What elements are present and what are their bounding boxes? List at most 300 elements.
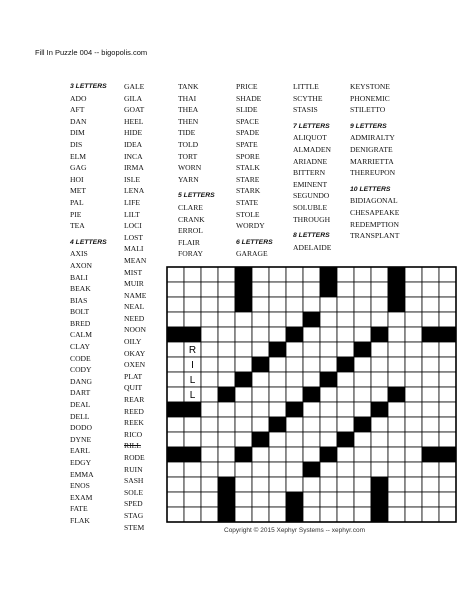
word-entry: LOST <box>124 232 143 242</box>
grid-cell[interactable] <box>269 327 286 342</box>
grid-cell[interactable] <box>439 432 456 447</box>
grid-cell[interactable] <box>167 432 184 447</box>
word-entry: STARK <box>236 186 261 196</box>
word-entry: AXIS <box>70 249 88 259</box>
word-entry: WORN <box>178 163 202 173</box>
grid-cell[interactable] <box>439 417 456 432</box>
grid-cell[interactable] <box>286 417 303 432</box>
grid-cell[interactable] <box>354 327 371 342</box>
grid-cell[interactable] <box>201 342 218 357</box>
grid-cell[interactable] <box>337 462 354 477</box>
grid-cell[interactable] <box>337 312 354 327</box>
word-entry: THEN <box>178 116 199 126</box>
grid-cell[interactable] <box>388 432 405 447</box>
word-entry: LOCI <box>124 221 142 231</box>
grid-cell[interactable] <box>354 357 371 372</box>
grid-cell[interactable] <box>405 432 422 447</box>
grid-cell[interactable] <box>235 492 252 507</box>
grid-cell[interactable] <box>218 372 235 387</box>
grid-cell[interactable] <box>405 477 422 492</box>
word-entry: CLAY <box>70 342 90 352</box>
word-length-heading: 4 LETTERS <box>70 238 107 246</box>
grid-cell[interactable] <box>252 372 269 387</box>
grid-cell[interactable] <box>320 492 337 507</box>
grid-cell[interactable] <box>218 297 235 312</box>
grid-cell[interactable] <box>354 312 371 327</box>
grid-cell[interactable] <box>371 312 388 327</box>
word-entry: DEAL <box>70 400 91 410</box>
grid-cell[interactable] <box>252 462 269 477</box>
grid-cell[interactable] <box>269 357 286 372</box>
grid-cell[interactable] <box>252 282 269 297</box>
grid-cell[interactable] <box>371 447 388 462</box>
grid-cell[interactable] <box>252 447 269 462</box>
word-entry: PLAT <box>124 371 143 381</box>
grid-cell[interactable] <box>371 432 388 447</box>
black-cell <box>320 372 337 387</box>
grid-cell[interactable] <box>439 507 456 522</box>
word-entry: HIDE <box>124 128 143 138</box>
grid-cell[interactable] <box>252 402 269 417</box>
grid-cell[interactable] <box>439 492 456 507</box>
grid-cell[interactable] <box>184 312 201 327</box>
grid-cell[interactable] <box>252 507 269 522</box>
grid-cell[interactable] <box>218 357 235 372</box>
grid-cell[interactable] <box>422 372 439 387</box>
word-entry: TORT <box>178 151 198 161</box>
grid-cell[interactable] <box>252 327 269 342</box>
grid-cell[interactable] <box>337 477 354 492</box>
grid-cell[interactable] <box>235 462 252 477</box>
grid-cell[interactable] <box>201 357 218 372</box>
grid-cell[interactable] <box>371 357 388 372</box>
grid-cell[interactable] <box>167 372 184 387</box>
grid-cell[interactable] <box>388 462 405 477</box>
grid-cell[interactable] <box>405 372 422 387</box>
grid-cell[interactable] <box>354 402 371 417</box>
grid-cell[interactable] <box>422 357 439 372</box>
grid-cell[interactable] <box>354 297 371 312</box>
grid-cell[interactable] <box>218 402 235 417</box>
black-cell <box>354 417 371 432</box>
grid-cell[interactable] <box>388 507 405 522</box>
grid-cell[interactable] <box>303 282 320 297</box>
word-length-heading: 3 LETTERS <box>70 83 107 90</box>
grid-cell[interactable] <box>388 372 405 387</box>
grid-cell[interactable] <box>303 492 320 507</box>
grid-cell[interactable] <box>218 342 235 357</box>
grid-cell[interactable] <box>184 477 201 492</box>
word-entry: IRMA <box>124 163 144 173</box>
grid-cell[interactable] <box>405 417 422 432</box>
black-cell <box>286 402 303 417</box>
grid-cell[interactable] <box>252 492 269 507</box>
grid-cell[interactable] <box>269 507 286 522</box>
grid-cell[interactable] <box>286 342 303 357</box>
word-entry: SPORE <box>236 151 260 161</box>
black-cell <box>439 327 456 342</box>
grid-cell[interactable] <box>320 432 337 447</box>
grid-cell[interactable] <box>320 297 337 312</box>
grid-cell[interactable] <box>354 462 371 477</box>
grid-cell[interactable] <box>320 477 337 492</box>
word-list-column-6 <box>350 81 399 242</box>
grid-cell[interactable] <box>269 267 286 282</box>
grid-cell[interactable] <box>201 492 218 507</box>
grid-cell[interactable] <box>252 312 269 327</box>
grid-cell[interactable] <box>439 357 456 372</box>
grid-cell[interactable] <box>320 387 337 402</box>
word-entry: RODE <box>124 453 145 462</box>
grid-cell[interactable] <box>439 297 456 312</box>
word-entry-used: RILL <box>124 441 141 451</box>
grid-cell[interactable] <box>371 342 388 357</box>
grid-cell[interactable] <box>422 342 439 357</box>
word-length-heading: 6 LETTERS <box>236 238 273 246</box>
grid-cell[interactable] <box>422 267 439 282</box>
grid-cell[interactable] <box>422 297 439 312</box>
grid-cell[interactable] <box>439 312 456 327</box>
grid-cell[interactable] <box>422 387 439 402</box>
grid-cell[interactable] <box>388 417 405 432</box>
grid-cell[interactable] <box>167 417 184 432</box>
grid-cell[interactable] <box>337 342 354 357</box>
grid-cell[interactable] <box>422 312 439 327</box>
grid-cell[interactable] <box>167 387 184 402</box>
grid-cell[interactable] <box>201 477 218 492</box>
grid-cell[interactable] <box>218 417 235 432</box>
black-cell <box>371 492 388 507</box>
grid-cell[interactable] <box>439 372 456 387</box>
word-entry: THEREUPON <box>350 168 396 178</box>
grid-cell[interactable] <box>252 297 269 312</box>
grid-cell[interactable] <box>303 267 320 282</box>
grid-cell[interactable] <box>269 477 286 492</box>
grid-cell[interactable] <box>422 282 439 297</box>
grid-cell[interactable] <box>337 417 354 432</box>
grid-cell[interactable] <box>388 327 405 342</box>
grid-cell[interactable] <box>354 387 371 402</box>
grid-cell[interactable] <box>303 327 320 342</box>
grid-cell[interactable] <box>303 402 320 417</box>
grid-cell[interactable] <box>320 327 337 342</box>
grid-cell[interactable] <box>405 462 422 477</box>
word-entry: STEM <box>124 522 145 532</box>
grid-cell[interactable] <box>269 312 286 327</box>
grid-cell[interactable] <box>167 267 184 282</box>
word-length-heading: 9 LETTERS <box>350 122 387 130</box>
grid-cell[interactable] <box>354 477 371 492</box>
grid-cell[interactable] <box>235 312 252 327</box>
grid-cell[interactable] <box>439 282 456 297</box>
grid-cell[interactable] <box>303 357 320 372</box>
word-entry: REED <box>124 406 144 416</box>
grid-cell[interactable] <box>167 357 184 372</box>
grid-cell[interactable] <box>405 447 422 462</box>
grid-cell[interactable] <box>405 402 422 417</box>
grid-cell[interactable] <box>337 282 354 297</box>
grid-cell[interactable] <box>320 462 337 477</box>
grid-cell[interactable] <box>286 357 303 372</box>
grid-cell[interactable] <box>184 282 201 297</box>
grid-cell[interactable] <box>286 267 303 282</box>
word-entry: MUIR <box>124 279 144 289</box>
grid-cell[interactable] <box>388 312 405 327</box>
grid-cell[interactable] <box>286 462 303 477</box>
grid-cell[interactable] <box>337 507 354 522</box>
grid-cell[interactable] <box>405 267 422 282</box>
word-entry: DIM <box>70 128 85 138</box>
grid-cell[interactable] <box>303 297 320 312</box>
grid-cell[interactable] <box>371 387 388 402</box>
grid-cell[interactable] <box>371 417 388 432</box>
word-entry: LILT <box>124 209 140 219</box>
grid-cell[interactable] <box>218 282 235 297</box>
grid-cell[interactable] <box>422 417 439 432</box>
grid-cell[interactable] <box>201 387 218 402</box>
grid-cell[interactable] <box>252 417 269 432</box>
black-cell <box>439 447 456 462</box>
grid-cell[interactable] <box>371 462 388 477</box>
grid-cell[interactable] <box>439 462 456 477</box>
grid-cell[interactable] <box>405 342 422 357</box>
grid-cell[interactable] <box>184 507 201 522</box>
grid-cell[interactable] <box>354 372 371 387</box>
word-entry: ADELAIDE <box>293 242 332 252</box>
grid-cell[interactable] <box>354 282 371 297</box>
word-entry: EDGY <box>70 458 92 467</box>
grid-cell[interactable] <box>167 282 184 297</box>
grid-cell[interactable] <box>201 507 218 522</box>
grid-cell[interactable] <box>388 357 405 372</box>
grid-cell[interactable] <box>320 342 337 357</box>
grid-cell[interactable] <box>167 342 184 357</box>
grid-cell[interactable] <box>422 507 439 522</box>
grid-cell[interactable] <box>371 372 388 387</box>
grid-cell[interactable] <box>286 312 303 327</box>
grid-cell[interactable] <box>286 387 303 402</box>
grid-cell[interactable] <box>354 267 371 282</box>
grid-cell[interactable] <box>337 372 354 387</box>
grid-cell[interactable] <box>371 282 388 297</box>
grid-cell[interactable] <box>235 402 252 417</box>
grid-cell[interactable] <box>354 447 371 462</box>
black-cell <box>218 477 235 492</box>
grid-cell[interactable] <box>218 462 235 477</box>
grid-cell[interactable] <box>167 297 184 312</box>
grid-cell[interactable] <box>337 402 354 417</box>
grid-cell[interactable] <box>286 297 303 312</box>
grid-cell[interactable] <box>218 267 235 282</box>
grid-cell[interactable] <box>201 312 218 327</box>
grid-cell[interactable] <box>354 492 371 507</box>
grid-cell[interactable] <box>269 297 286 312</box>
black-cell <box>422 447 439 462</box>
grid-cell[interactable] <box>184 432 201 447</box>
grid-cell[interactable] <box>201 327 218 342</box>
word-entry: REEK <box>124 418 144 428</box>
grid-cell[interactable] <box>388 492 405 507</box>
grid-cell[interactable] <box>354 432 371 447</box>
grid-cell[interactable] <box>201 432 218 447</box>
word-entry: BIDIAGONAL <box>350 196 398 206</box>
grid-cell[interactable] <box>405 507 422 522</box>
black-cell <box>218 387 235 402</box>
grid-cell[interactable] <box>422 432 439 447</box>
grid-cell[interactable] <box>201 267 218 282</box>
grid-cell[interactable] <box>269 282 286 297</box>
grid-cell[interactable] <box>337 297 354 312</box>
grid-cell[interactable] <box>303 507 320 522</box>
grid-cell[interactable] <box>184 417 201 432</box>
grid-cell[interactable] <box>439 477 456 492</box>
grid-cell[interactable] <box>235 357 252 372</box>
grid-cell[interactable] <box>201 372 218 387</box>
grid-cell[interactable] <box>422 477 439 492</box>
grid-cell[interactable] <box>371 297 388 312</box>
word-entry: CHESAPEAKE <box>350 207 400 217</box>
grid-cell[interactable] <box>201 462 218 477</box>
word-entry: THEA <box>178 105 199 115</box>
grid-cell[interactable] <box>371 267 388 282</box>
grid-cell[interactable] <box>184 462 201 477</box>
grid-cell[interactable] <box>337 267 354 282</box>
grid-cell[interactable] <box>252 342 269 357</box>
grid-cell[interactable] <box>184 267 201 282</box>
grid-cell[interactable] <box>218 327 235 342</box>
grid-cell[interactable] <box>439 267 456 282</box>
word-entry: WORDY <box>236 221 265 231</box>
grid-cell[interactable] <box>184 297 201 312</box>
grid-cell[interactable] <box>422 462 439 477</box>
word-entry: DENIGRATE <box>350 144 393 154</box>
grid-cell[interactable] <box>235 432 252 447</box>
grid-cell[interactable] <box>286 432 303 447</box>
grid-cell[interactable] <box>201 282 218 297</box>
grid-cell[interactable] <box>405 492 422 507</box>
grid-cell[interactable] <box>405 387 422 402</box>
grid-cell[interactable] <box>388 342 405 357</box>
grid-cell[interactable] <box>405 357 422 372</box>
word-entry: CODE <box>70 353 91 363</box>
grid-cell[interactable] <box>269 402 286 417</box>
grid-cell[interactable] <box>218 447 235 462</box>
grid-cell[interactable] <box>337 447 354 462</box>
grid-cell[interactable] <box>184 492 201 507</box>
word-list-column-5 <box>293 81 331 253</box>
grid-cell[interactable] <box>235 342 252 357</box>
word-entry: IDEA <box>124 139 143 149</box>
grid-cell[interactable] <box>405 312 422 327</box>
grid-cell[interactable] <box>269 432 286 447</box>
word-entry: KEYSTONE <box>350 82 390 91</box>
grid-cell[interactable] <box>422 492 439 507</box>
black-cell <box>286 492 303 507</box>
grid-cell[interactable] <box>235 387 252 402</box>
grid-cell[interactable] <box>218 312 235 327</box>
word-length-heading: 7 LETTERS <box>293 122 330 130</box>
word-entry: PAL <box>70 197 84 207</box>
grid-cell[interactable] <box>388 402 405 417</box>
grid-cell[interactable] <box>303 477 320 492</box>
grid-cell[interactable] <box>269 462 286 477</box>
grid-cell[interactable] <box>303 342 320 357</box>
black-cell <box>320 447 337 462</box>
word-entry: THAI <box>178 93 197 103</box>
grid-cell[interactable] <box>405 297 422 312</box>
word-entry: SPATE <box>236 139 258 149</box>
grid-cell[interactable] <box>439 402 456 417</box>
grid-cell[interactable] <box>167 507 184 522</box>
grid-cell[interactable] <box>286 447 303 462</box>
word-entry: CLARE <box>178 202 203 212</box>
grid-cell[interactable] <box>286 282 303 297</box>
grid-cell[interactable] <box>320 417 337 432</box>
grid-cell[interactable] <box>286 477 303 492</box>
grid-cell[interactable] <box>405 282 422 297</box>
grid-cell[interactable] <box>269 492 286 507</box>
grid-cell[interactable] <box>388 477 405 492</box>
grid-cell[interactable] <box>422 402 439 417</box>
word-entry: MARRIETTA <box>350 156 394 166</box>
word-entry: GARAGE <box>236 249 268 259</box>
word-entry: BALI <box>70 272 88 282</box>
grid-cell[interactable] <box>167 462 184 477</box>
grid-cell[interactable] <box>303 372 320 387</box>
grid-cell[interactable] <box>201 402 218 417</box>
grid-cell[interactable] <box>337 492 354 507</box>
grid-cell[interactable] <box>303 447 320 462</box>
grid-cell[interactable] <box>286 372 303 387</box>
grid-cell[interactable] <box>167 492 184 507</box>
grid-cell[interactable] <box>388 447 405 462</box>
grid-cell[interactable] <box>218 432 235 447</box>
grid-cell[interactable] <box>167 477 184 492</box>
grid-cell[interactable] <box>201 297 218 312</box>
grid-cell[interactable] <box>167 312 184 327</box>
grid-cell[interactable] <box>337 327 354 342</box>
grid-cell[interactable] <box>405 327 422 342</box>
grid-cell[interactable] <box>320 357 337 372</box>
grid-cell[interactable] <box>235 417 252 432</box>
grid-cell[interactable] <box>201 417 218 432</box>
grid-cell[interactable] <box>252 267 269 282</box>
word-entry: ALMADEN <box>293 144 331 154</box>
grid-cell[interactable] <box>252 477 269 492</box>
grid-cell[interactable] <box>201 447 218 462</box>
grid-cell[interactable] <box>439 387 456 402</box>
grid-cell[interactable] <box>337 387 354 402</box>
grid-cell[interactable] <box>320 402 337 417</box>
grid-cell[interactable] <box>354 507 371 522</box>
grid-cell[interactable] <box>320 507 337 522</box>
grid-cell[interactable] <box>269 387 286 402</box>
grid-cell[interactable] <box>269 372 286 387</box>
word-entry: RICO <box>124 429 143 439</box>
word-entry: MEAN <box>124 255 147 265</box>
grid-cell[interactable] <box>252 387 269 402</box>
grid-cell[interactable] <box>235 327 252 342</box>
word-list-column-2 <box>124 81 146 533</box>
word-entry: DART <box>70 388 91 398</box>
grid-cell[interactable] <box>269 447 286 462</box>
grid-cell[interactable] <box>235 477 252 492</box>
grid-cell[interactable] <box>303 432 320 447</box>
grid-cell[interactable] <box>235 507 252 522</box>
grid-cell[interactable] <box>439 342 456 357</box>
grid-cell[interactable] <box>303 417 320 432</box>
grid-cell[interactable] <box>320 312 337 327</box>
